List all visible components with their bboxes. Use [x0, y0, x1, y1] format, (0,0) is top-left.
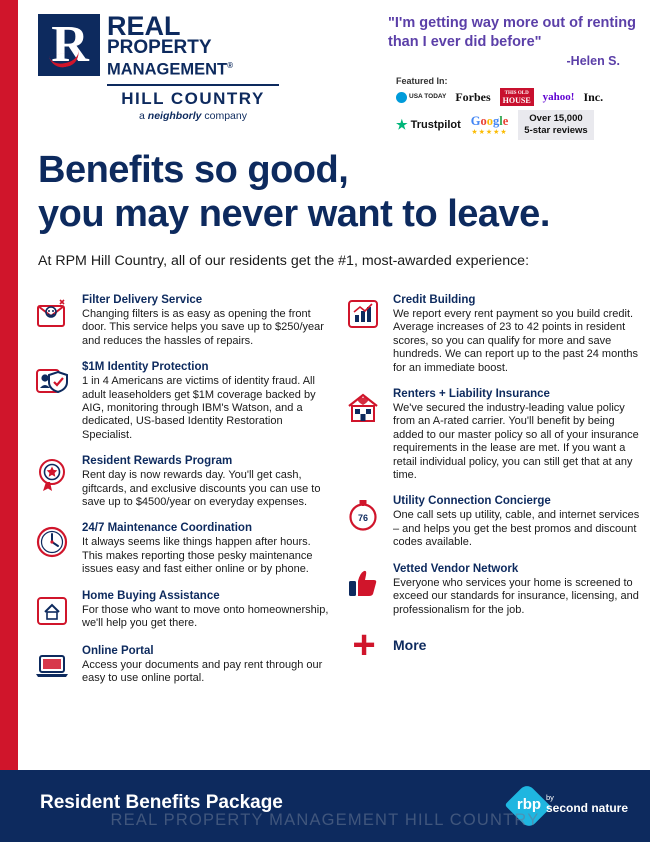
- benefit-title: Resident Rewards Program: [82, 455, 233, 468]
- home-buying-icon: [30, 588, 74, 632]
- benefit-item: [341, 292, 640, 375]
- usa-today-text: USA TODAY: [409, 93, 447, 100]
- benefit-item: [30, 359, 329, 442]
- second-nature-by: by: [545, 793, 554, 802]
- featured-in-label: Featured In:: [396, 76, 448, 86]
- benefit-title: Filter Delivery Service: [82, 294, 203, 306]
- identity-protection-icon: [30, 359, 74, 403]
- benefit-description: It always seems like things happen after hours. This makes reporting those pesky maintenance issues easy and fast either online or by phone.: [82, 536, 313, 576]
- second-nature-name: second nature: [545, 801, 628, 815]
- benefit-item: [30, 292, 329, 348]
- registered-mark: ®: [227, 61, 233, 70]
- benefit-item: [341, 493, 640, 549]
- reviews-count-badge: [518, 110, 593, 140]
- usa-today-dot-icon: [396, 92, 407, 103]
- subheadline: At RPM Hill Country, all of our residents get the #1, most-awarded experience:: [38, 253, 530, 269]
- benefit-description: We report every rent payment so you build credit. Average increases of 23 to 42 points in resident scores, so you can qualify for more and save hundreds. We can report up to the past 24 months for an immediate boost.: [393, 308, 639, 374]
- brand-logo: [38, 11, 288, 122]
- house-small-text: THIS OLD: [504, 91, 529, 96]
- reviews-line-1: Over 15,000: [529, 113, 583, 124]
- footer-title: Resident Benefits Package: [40, 792, 283, 813]
- more-label: More: [393, 636, 427, 653]
- brand-line-2: PROPERTY: [107, 37, 212, 58]
- second-nature-logo: [546, 792, 628, 814]
- brand-line-1: REAL: [107, 11, 181, 41]
- benefit-title: Credit Building: [393, 294, 476, 306]
- benefit-description: Everyone who services your home is screened to exceed our standards for insurance, licensing, and professionalism for the job.: [393, 576, 639, 616]
- laptop-icon: [30, 643, 74, 687]
- benefit-title: Home Buying Assistance: [82, 589, 220, 602]
- more-benefits: [341, 622, 640, 667]
- headline-line-2: you may never want to leave.: [38, 193, 550, 235]
- benefits-left-column: [30, 292, 329, 698]
- testimonial-author: -Helen S.: [566, 54, 620, 68]
- google-wordmark: Google: [470, 114, 509, 128]
- filter-delivery-icon: [30, 292, 74, 336]
- svg-text:76: 76: [357, 513, 369, 524]
- left-accent-bar: [0, 0, 18, 770]
- credit-chart-icon: [341, 292, 385, 336]
- benefit-title: $1M Identity Protection: [82, 361, 209, 374]
- benefits-right-column: [341, 292, 640, 698]
- benefit-title: Vetted Vendor Network: [393, 562, 519, 575]
- benefit-item: [30, 588, 329, 632]
- rbp-text: rbp: [516, 796, 542, 813]
- benefit-description: Access your documents and pay rent through our easy to use online portal.: [82, 658, 323, 685]
- benefit-description: Rent day is now rewards day. You'll get cash, giftcards, and exclusive discounts you can use to save up to $4500/year on everyday expenses.: [82, 469, 321, 509]
- usa-today-logo: [396, 92, 446, 103]
- this-old-house-logo: THIS OLD HOUSE: [500, 88, 534, 106]
- benefit-description: One call sets up utility, cable, and internet services – and helps you get the best promos and discount codes available.: [393, 509, 640, 549]
- benefit-title: 24/7 Maintenance Coordination: [82, 522, 252, 535]
- neighborly-name: neighborly: [147, 109, 202, 122]
- benefit-item: [30, 643, 329, 687]
- benefit-description: We've secured the industry-leading value policy from an A-rated carrier. You'll benefit by being added to our master policy so all of your insurance requirements in the lease are met. If you want a retail individual policy, you can still get that at any time.: [393, 402, 639, 482]
- watermark: REAL PROPERTY MANAGEMENT HILL COUNTRY: [110, 811, 540, 829]
- benefit-title: Renters + Liability Insurance: [393, 388, 550, 401]
- benefits-columns: [30, 292, 640, 698]
- benefit-item: [30, 520, 329, 576]
- rpm-logo-mark: [38, 14, 100, 76]
- benefit-item: [341, 561, 640, 617]
- trustpilot-text: Trustpilot: [410, 119, 461, 131]
- brand-line-3: MANAGEMENT®: [107, 60, 233, 79]
- benefit-description: 1 in 4 Americans are victims of identity fraud. All adult leaseholders get $1M coverage backed by AIG, monitoring through IBM's Watson, and a dedicated, US-based Identity Restoration Specialist.: [82, 375, 316, 441]
- press-logos-row-1: [396, 88, 644, 106]
- press-logos-row-2: [396, 110, 644, 140]
- neighborly-tagline: a neighborly company: [139, 109, 247, 122]
- trustpilot-logo: [396, 117, 461, 133]
- clock-icon: [30, 520, 74, 564]
- plus-icon: +: [352, 622, 376, 667]
- benefit-title: Online Portal: [82, 644, 154, 657]
- google-logo: [471, 114, 509, 136]
- renters-insurance-icon: [341, 386, 385, 430]
- page-title: [38, 148, 638, 236]
- headline-line-1: Benefits so good,: [38, 149, 349, 191]
- logo-letter-r: R: [51, 16, 87, 73]
- reviews-line-2: 5-star reviews: [524, 125, 588, 136]
- inc-logo: Inc.: [583, 89, 604, 104]
- benefit-description: For those who want to move onto homeownership, we'll help you get there.: [82, 603, 329, 630]
- google-stars-icon: ★★★★★: [471, 129, 508, 136]
- footer: [0, 770, 650, 842]
- trustpilot-star-icon: ★: [396, 117, 408, 132]
- header: [18, 0, 650, 148]
- benefit-title: Utility Connection Concierge: [393, 495, 551, 508]
- testimonial: [388, 14, 638, 68]
- benefit-item: [30, 453, 329, 509]
- benefit-item: [341, 386, 640, 482]
- benefit-description: Changing filters is as easy as opening the front door. This service helps you save up to $250/year and reduces the hassles of repairs.: [82, 308, 324, 347]
- brand-region: HILL COUNTRY: [121, 88, 265, 108]
- stopwatch-icon: [341, 493, 385, 537]
- yahoo-logo: yahoo!: [542, 91, 575, 103]
- testimonial-quote: "I'm getting way more out of renting than I ever did before": [388, 15, 636, 50]
- rewards-medal-icon: [30, 453, 74, 497]
- forbes-logo: Forbes: [455, 89, 491, 104]
- thumbs-up-icon: [341, 561, 385, 605]
